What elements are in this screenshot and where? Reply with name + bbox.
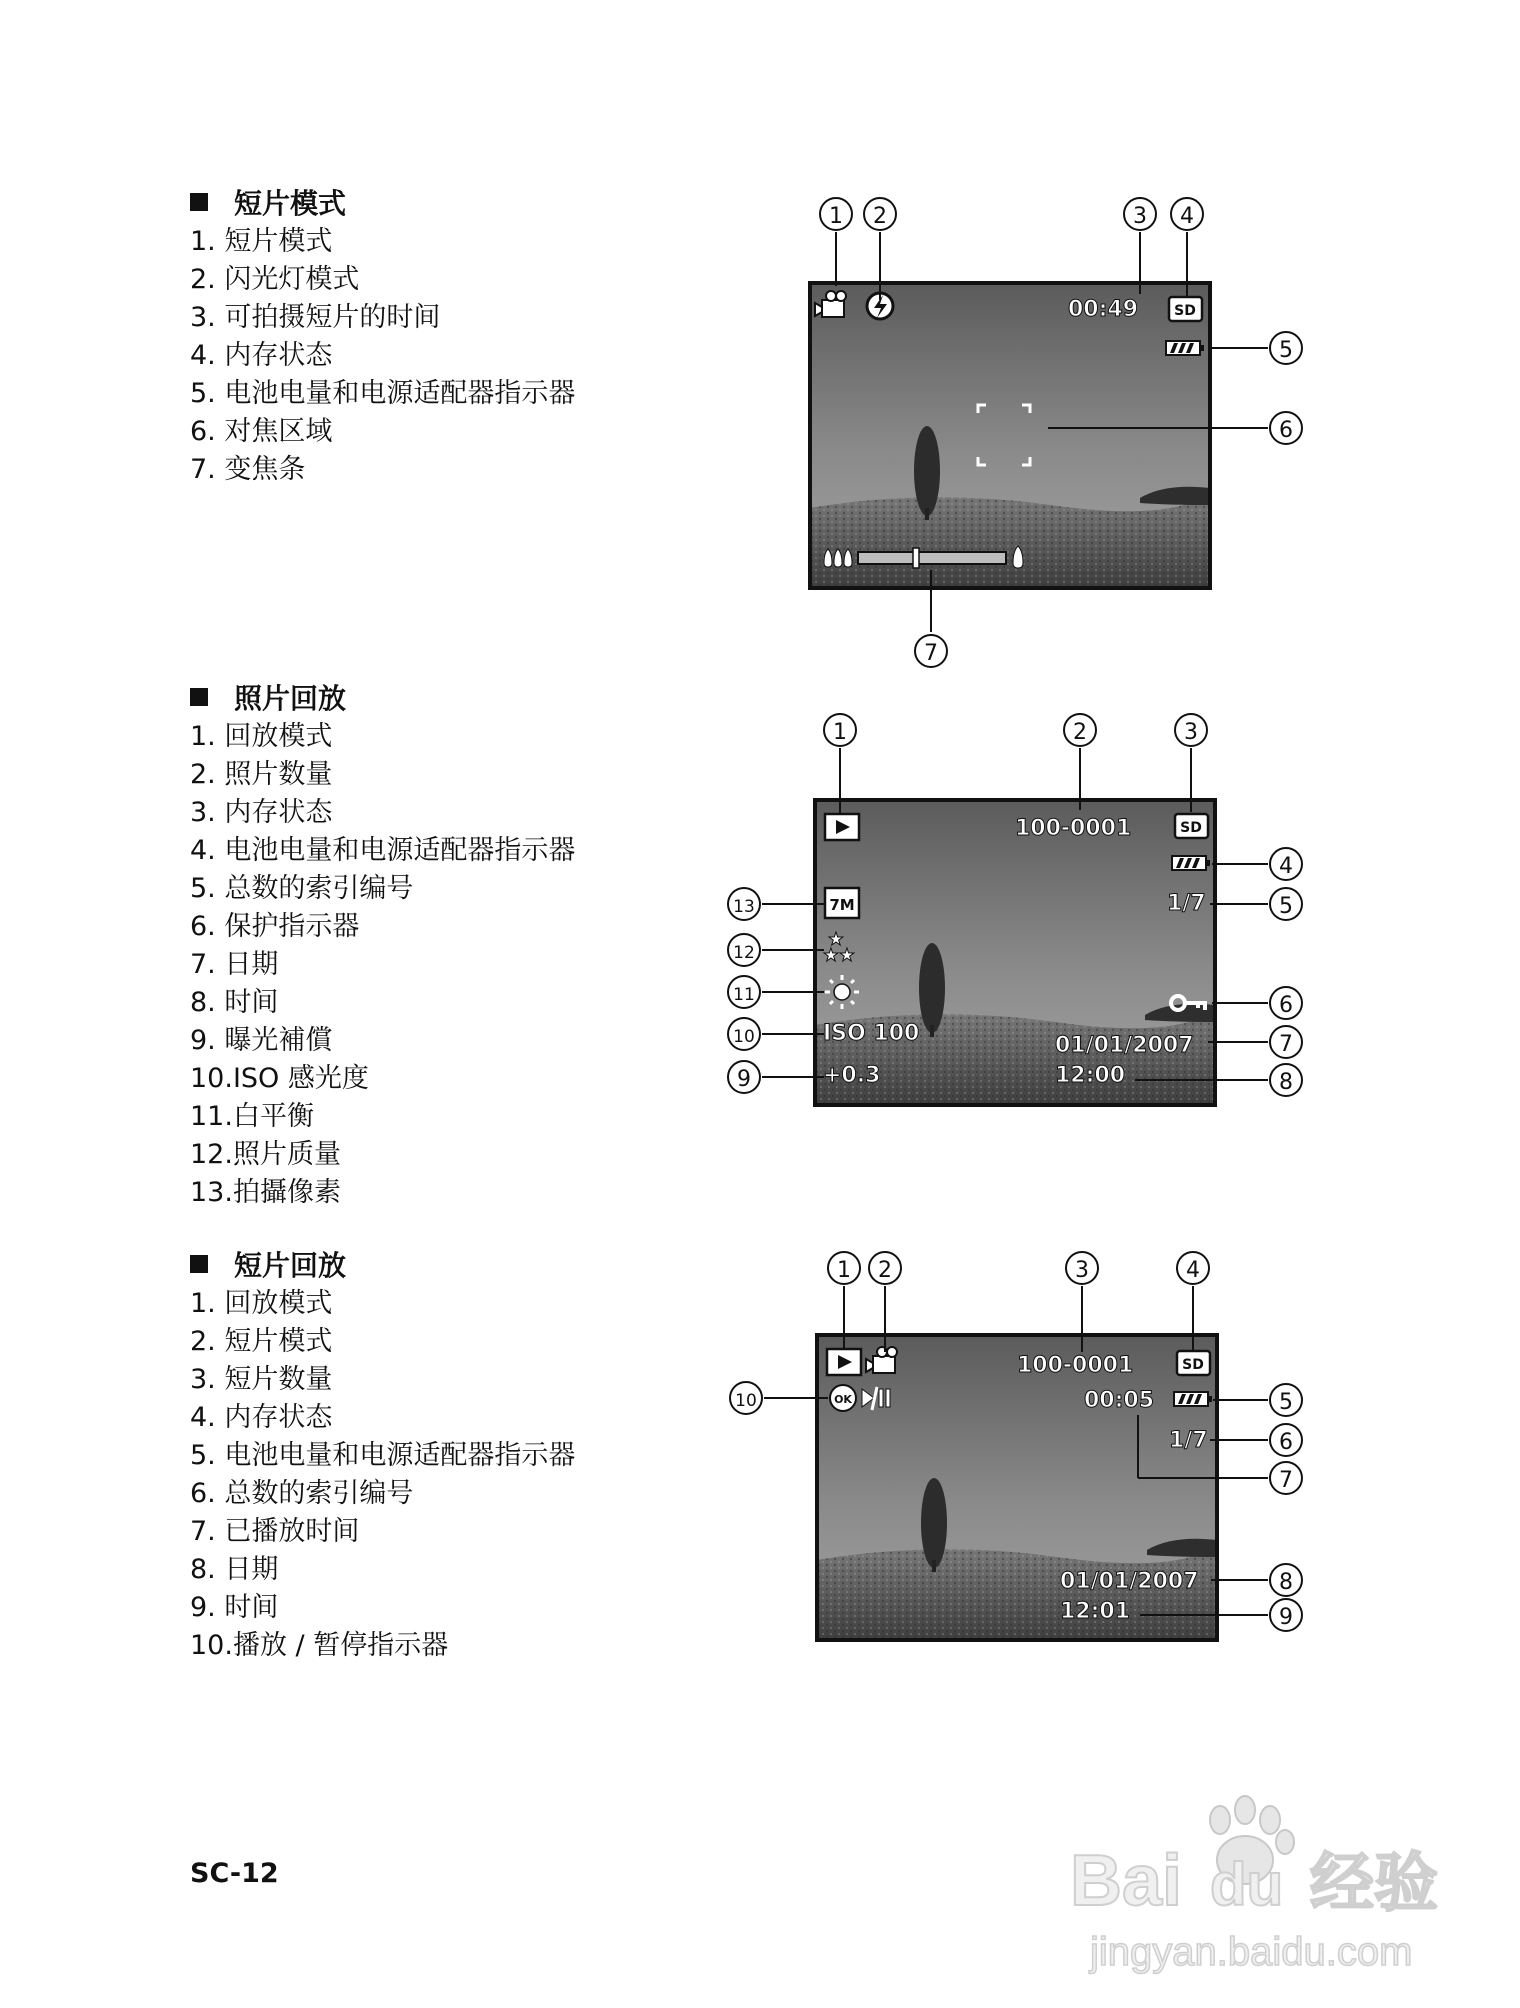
list-item: 3. 内存状态	[190, 797, 333, 828]
svg-text:Bai: Bai	[1070, 1841, 1183, 1921]
elapsed-time: 00:05	[1084, 1388, 1155, 1413]
list-item: 6. 总数的索引编号	[190, 1478, 414, 1509]
exposure-value: +0.3	[823, 1063, 881, 1088]
page-number: SC-12	[190, 1858, 279, 1889]
recording-time: 00:49	[1068, 297, 1139, 322]
svg-text:2: 2	[878, 1258, 892, 1283]
svg-text:6: 6	[1279, 418, 1293, 443]
callout-badge	[1270, 1384, 1302, 1416]
callout-badge	[728, 1061, 760, 1093]
callout-badge	[1270, 1424, 1302, 1456]
list-item: 6. 对焦区域	[190, 416, 333, 447]
sd-card-icon	[1175, 814, 1208, 838]
svg-text:SD: SD	[1174, 303, 1196, 319]
index-number: 1/7	[1169, 1428, 1208, 1453]
callout-badge	[915, 635, 947, 667]
svg-text:du: du	[1210, 1851, 1284, 1918]
callout-badge	[1171, 198, 1203, 230]
svg-text:5: 5	[1279, 1390, 1293, 1415]
callout-badge	[1175, 714, 1207, 746]
svg-text:4: 4	[1180, 204, 1194, 229]
callout-badge	[1064, 714, 1096, 746]
svg-text:jingyan.baidu.com: jingyan.baidu.com	[1090, 1930, 1413, 1974]
section-title: 短片回放	[190, 1247, 750, 1285]
callout-badge	[1270, 1599, 1302, 1631]
callout-badge	[728, 888, 760, 920]
list-item: 2. 照片数量	[190, 759, 333, 790]
callout-badge	[1270, 848, 1302, 880]
time-display: 12:00	[1055, 1063, 1126, 1088]
svg-text:OK: OK	[834, 1393, 852, 1406]
svg-text:★: ★	[822, 945, 840, 966]
list-item: 3. 可拍摄短片的时间	[190, 302, 441, 333]
callout-badge	[1124, 198, 1156, 230]
zoom-wide-icon	[824, 549, 852, 567]
callout-badge	[728, 934, 760, 966]
list-item: 12.照片质量	[190, 1139, 341, 1170]
lcd-screen-movie-mode	[810, 283, 1210, 588]
svg-text:7: 7	[1279, 1032, 1293, 1057]
svg-text:12: 12	[733, 943, 755, 963]
callout-badge	[824, 714, 856, 746]
svg-text:13: 13	[733, 897, 755, 917]
svg-text:11: 11	[733, 985, 755, 1005]
svg-text:9: 9	[737, 1067, 751, 1092]
list-item: 7. 日期	[190, 949, 279, 980]
list-item: 8. 时间	[190, 987, 279, 1018]
callout-badge	[1270, 332, 1302, 364]
list-item: 1. 短片模式	[190, 226, 333, 257]
callout-badge	[828, 1252, 860, 1284]
callout-badge	[1270, 888, 1302, 920]
list-item: 10.ISO 感光度	[190, 1063, 369, 1094]
list-item: 13.拍攝像素	[190, 1177, 341, 1208]
svg-text:2: 2	[873, 204, 887, 229]
sd-card-icon	[1177, 1351, 1210, 1375]
svg-text:3: 3	[1075, 1258, 1089, 1283]
resolution-icon	[825, 888, 859, 918]
list-item: 4. 内存状态	[190, 1402, 333, 1433]
list-item: 9. 曝光補償	[190, 1025, 333, 1056]
callout-badge	[864, 198, 896, 230]
sd-card-icon	[1169, 297, 1202, 321]
battery-icon	[1174, 1392, 1212, 1406]
time-display: 12:01	[1060, 1599, 1131, 1624]
callout-badge	[728, 1018, 760, 1050]
svg-text:经验: 经验	[1310, 1847, 1438, 1921]
date-display: 01/01/2007	[1055, 1033, 1194, 1058]
baidu-watermark-logo	[1060, 1780, 1480, 1990]
svg-text:7: 7	[924, 641, 938, 666]
callout-badge	[1270, 1564, 1302, 1596]
list-item: 6. 保护指示器	[190, 911, 360, 942]
callout-badge	[820, 198, 852, 230]
list-item: 7. 变焦条	[190, 454, 306, 485]
callout-badge	[728, 976, 760, 1008]
callout-badge	[1066, 1252, 1098, 1284]
list-item: 1. 回放模式	[190, 721, 333, 752]
svg-text:3: 3	[1133, 204, 1147, 229]
list-item: 7. 已播放时间	[190, 1516, 360, 1547]
svg-text:SD: SD	[1182, 1357, 1204, 1373]
svg-text:2: 2	[1073, 720, 1087, 745]
index-number: 1/7	[1167, 891, 1206, 916]
battery-icon	[1172, 856, 1210, 870]
playback-icon	[825, 814, 859, 840]
svg-text:8: 8	[1279, 1570, 1293, 1595]
svg-text:10: 10	[733, 1027, 755, 1047]
list-item: 4. 电池电量和电源适配器指示器	[190, 835, 576, 866]
callout-badge	[1177, 1252, 1209, 1284]
list-item: 8. 日期	[190, 1554, 279, 1585]
list-item: 2. 短片模式	[190, 1326, 333, 1357]
svg-text:SD: SD	[1180, 820, 1202, 836]
file-number: 100-0001	[1015, 816, 1132, 841]
svg-text:1: 1	[829, 204, 843, 229]
svg-text:6: 6	[1279, 1430, 1293, 1455]
lcd-screen-photo-playback	[815, 800, 1215, 1105]
callout-badge	[869, 1252, 901, 1284]
callout-badge	[730, 1382, 762, 1414]
callout-badge	[1270, 1064, 1302, 1096]
svg-text:4: 4	[1279, 854, 1293, 879]
callout-badge	[1270, 412, 1302, 444]
playback-icon	[827, 1349, 861, 1375]
callout-badge	[1270, 1462, 1302, 1494]
svg-text:7: 7	[1279, 1468, 1293, 1493]
ok-button-icon	[830, 1385, 856, 1411]
svg-text:5: 5	[1279, 894, 1293, 919]
date-display: 01/01/2007	[1060, 1569, 1199, 1594]
list-item: 2. 闪光灯模式	[190, 264, 360, 295]
svg-text:1: 1	[833, 720, 847, 745]
list-item: 4. 内存状态	[190, 340, 333, 371]
svg-text:1: 1	[837, 1258, 851, 1283]
section-title: 短片模式	[190, 185, 750, 223]
callout-badge	[1270, 1026, 1302, 1058]
list-item: 10.播放 / 暂停指示器	[190, 1630, 449, 1661]
list-item: 5. 电池电量和电源适配器指示器	[190, 1440, 576, 1471]
svg-text:4: 4	[1186, 1258, 1200, 1283]
callout-badge	[1270, 987, 1302, 1019]
iso-value: ISO 100	[823, 1021, 920, 1046]
list-item: 5. 电池电量和电源适配器指示器	[190, 378, 576, 409]
file-number: 100-0001	[1017, 1353, 1134, 1378]
battery-icon	[1166, 341, 1204, 355]
section-title: 照片回放	[190, 680, 750, 718]
list-item: 5. 总数的索引编号	[190, 873, 414, 904]
lcd-screen-movie-playback	[817, 1335, 1217, 1640]
svg-text:5: 5	[1279, 338, 1293, 363]
svg-text:3: 3	[1184, 720, 1198, 745]
svg-text:6: 6	[1279, 993, 1293, 1018]
list-item: 11.白平衡	[190, 1101, 314, 1132]
svg-text:★: ★	[827, 929, 845, 950]
svg-text:10: 10	[735, 1391, 757, 1411]
svg-text:9: 9	[1279, 1605, 1293, 1630]
list-item: 1. 回放模式	[190, 1288, 333, 1319]
list-item: 3. 短片数量	[190, 1364, 333, 1395]
list-item: 9. 时间	[190, 1592, 279, 1623]
svg-text:★: ★	[838, 945, 856, 966]
svg-text:8: 8	[1279, 1070, 1293, 1095]
svg-text:7M: 7M	[829, 896, 855, 914]
